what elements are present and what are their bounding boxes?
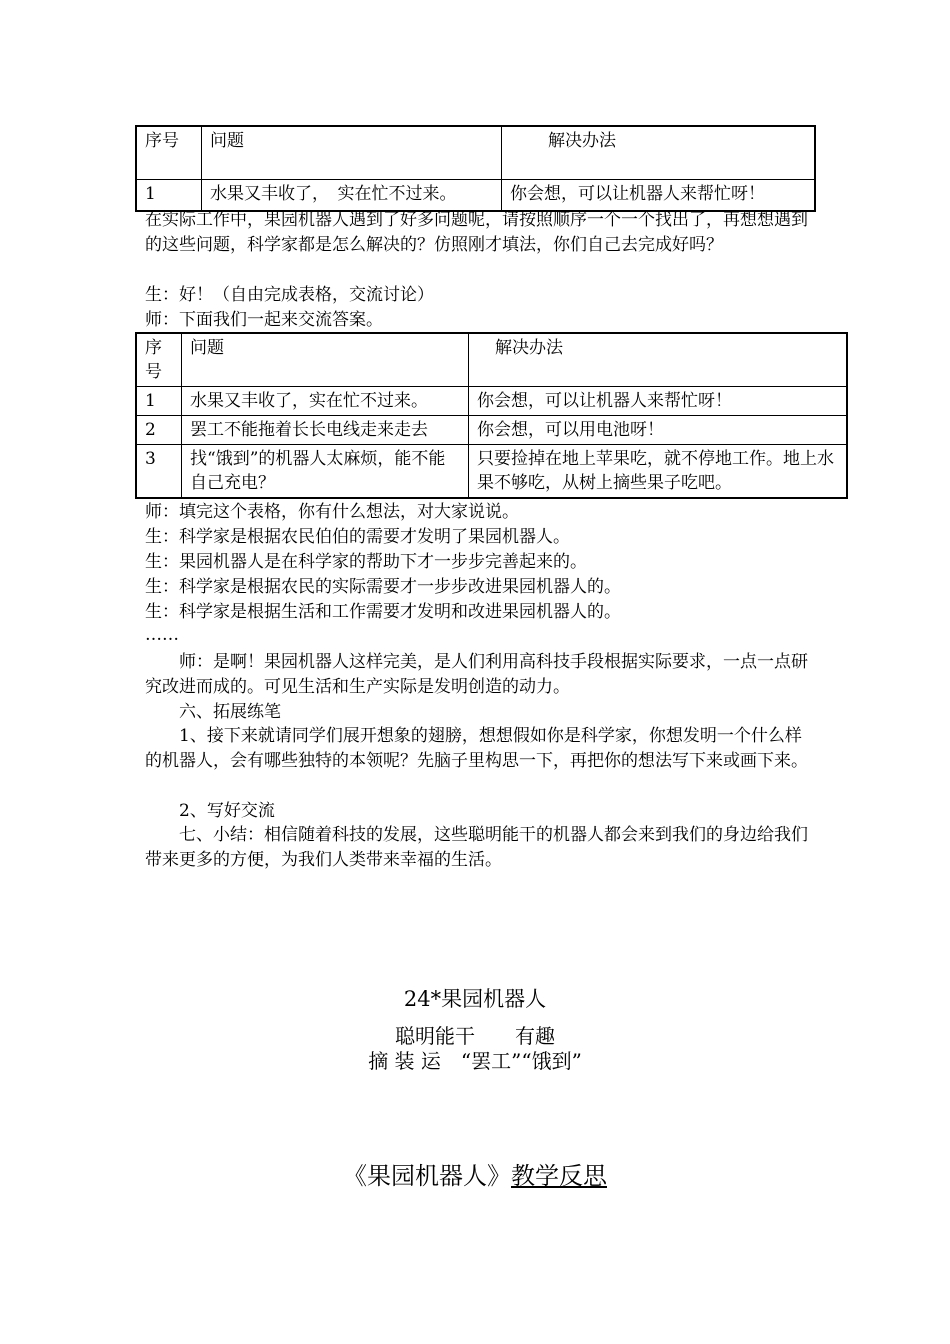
board-title: 24*果园机器人: [403, 987, 547, 1011]
table-cell: 水果又丰收了， 实在忙不过来。: [202, 180, 502, 212]
reflection-title: [0, 1156, 950, 1191]
discussion-line: 生：科学家是根据农民的实际需要才一步步改进果园机器人的。: [145, 577, 621, 597]
section-six-item-two: 2、写好交流: [179, 801, 275, 821]
problem-solution-table-example: [135, 125, 816, 212]
teacher-summary: 师：是啊！果园机器人这样完美，是人们利用高科技手段根据实际要求，一点一点研究改进而成的。可见生活和生产实际是发明创造的动力。: [145, 652, 808, 697]
table-row: [136, 387, 847, 416]
line-teacher-prompt: 师：下面我们一起来交流答案。: [145, 310, 383, 330]
section-seven-summary: 七、小结：相信随着科技的发展，这些聪明能干的机器人都会来到我们的身边给我们带来更多的方便，为我们人类带来幸福的生活。: [145, 825, 808, 870]
discussion-line: 师：填完这个表格，你有什么想法，对大家说说。: [145, 502, 519, 522]
header-cell-solution: 解决办法: [469, 333, 848, 387]
table-cell: 2: [136, 416, 182, 445]
problem-solution-table-full: [135, 332, 848, 499]
table-cell: 1: [136, 387, 182, 416]
table-cell: 罢工不能拖着长长电线走来走去: [182, 416, 469, 445]
paragraph-intro: 在实际工作中，果园机器人遇到了好多问题呢，请按照顺序一个一个找出了，再想想遇到的这些问题，科学家都是怎么解决的？仿照刚才填法，你们自己去完成好吗？: [145, 210, 808, 255]
table-cell: 只要捡掉在地上苹果吃，就不停地工作。地上水果不够吃，从树上摘些果子吃吧。: [469, 445, 848, 499]
table-cell: 找“饿到”的机器人太麻烦，能不能自己充电？: [182, 445, 469, 499]
discussion-line: 生：科学家是根据农民伯伯的需要才发明了果园机器人。: [145, 527, 570, 547]
table-row: [136, 445, 847, 499]
table-cell: 你会想，可以让机器人来帮忙呀！: [469, 387, 848, 416]
table-cell: 3: [136, 445, 182, 499]
reflection-title-suffix: 教学反思: [511, 1162, 607, 1190]
ellipsis: ……: [145, 625, 179, 645]
table-header-row: [136, 333, 847, 387]
header-cell-problem: 问题: [182, 333, 469, 387]
section-six-item-one: 1、接下来就请同学们展开想象的翅膀，想想假如你是科学家，你想发明一个什么样的机器人，会有哪些独特的本领呢？先脑子里构思一下，再把你的想法写下来或画下来。: [145, 726, 808, 771]
board-line-two: 摘 装 运 “罢工”“饿到”: [368, 1049, 582, 1073]
header-cell-problem: 问题: [202, 126, 502, 180]
discussion-line: 生：果园机器人是在科学家的帮助下才一步步完善起来的。: [145, 552, 587, 572]
header-cell-index: 序号: [136, 126, 202, 180]
header-cell-index: 序号: [136, 333, 182, 387]
table-cell: 水果又丰收了，实在忙不过来。: [182, 387, 469, 416]
table-row: [136, 180, 815, 212]
board-line-one: 聪明能干 有趣: [395, 1024, 555, 1048]
table-row: [136, 416, 847, 445]
line-student-reply: 生：好！（自由完成表格，交流讨论）: [145, 285, 434, 305]
reflection-title-book: 《果园机器人》: [343, 1162, 511, 1190]
table-cell: 你会想，可以用电池呀！: [469, 416, 848, 445]
table-cell: 你会想，可以让机器人来帮忙呀！: [502, 180, 816, 212]
header-cell-solution: 解决办法: [502, 126, 816, 180]
table-header-row: [136, 126, 815, 180]
section-six-title: 六、拓展练笔: [179, 702, 281, 722]
table-cell: 1: [136, 180, 202, 212]
discussion-line: 生：科学家是根据生活和工作需要才发明和改进果园机器人的。: [145, 602, 621, 622]
